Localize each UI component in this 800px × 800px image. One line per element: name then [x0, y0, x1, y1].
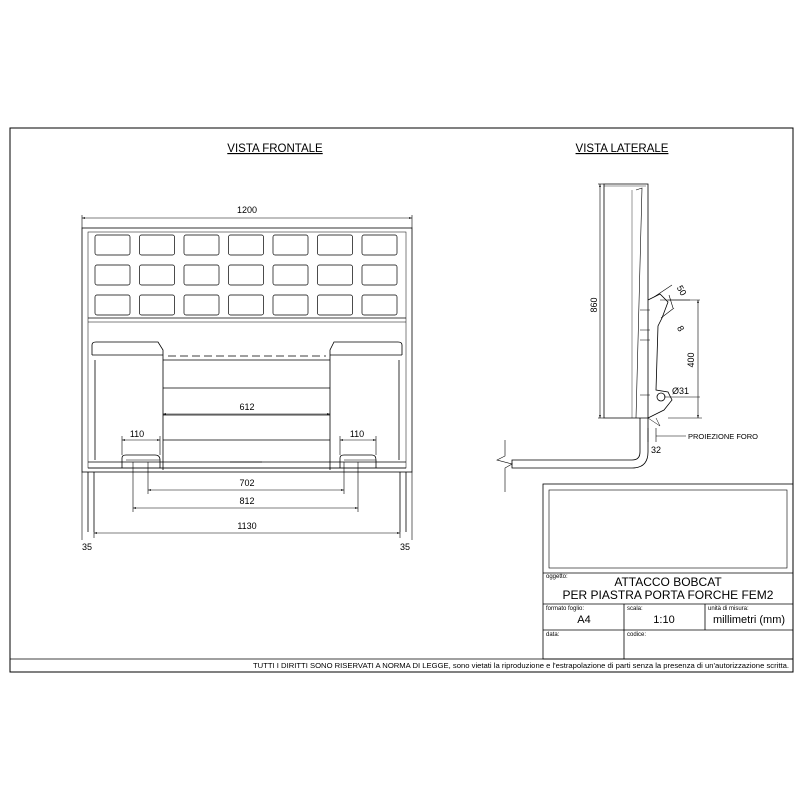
dim-702: 702	[239, 478, 255, 488]
scale-label: scala:	[627, 606, 643, 612]
side-hole	[657, 393, 665, 401]
grid-cutout	[229, 295, 264, 315]
grid-cutout	[318, 265, 353, 285]
projection-note: PROIEZIONE FORO	[688, 432, 759, 441]
scale-value: 1:10	[653, 614, 675, 626]
grid-cutout	[140, 295, 175, 315]
front-left-pocket	[122, 455, 160, 468]
dim-hole: Ø31	[672, 386, 690, 396]
grid-cutout	[140, 265, 175, 285]
side-view-title: VISTA LATERALE	[575, 143, 669, 155]
subject-line1: ATTACCO BOBCAT	[614, 575, 722, 589]
front-right-hook	[330, 342, 402, 470]
unit-value: millimetri (mm)	[712, 614, 786, 626]
grid-cutout	[184, 265, 219, 285]
subject-line2: PER PIASTRA PORTA FORCHE FEM2	[562, 588, 774, 602]
unit-label: unità di misura:	[708, 606, 749, 612]
format-label: formato foglio:	[546, 606, 585, 612]
title-block	[543, 484, 793, 659]
grid-cutout	[273, 295, 308, 315]
grid-cutout	[95, 265, 130, 285]
grid-cutout	[362, 235, 397, 255]
grid-cutout	[318, 235, 353, 255]
dim-35-left: 35	[81, 542, 93, 552]
grid-cutout	[229, 235, 264, 255]
side-fork-tine	[512, 418, 648, 468]
front-view-title: VISTA FRONTALE	[227, 143, 323, 155]
front-grid-cutouts	[95, 235, 397, 315]
grid-cutout	[95, 295, 130, 315]
front-left-hook	[92, 342, 163, 470]
rights-footer: TUTTI I DIRITTI SONO RISERVATI A NORMA DI LEGGE, sono vietati la riproduzione e l'estrapolazione di parti senza la presenza di un'autorizzazione scritta.	[253, 661, 789, 670]
grid-cutout	[273, 235, 308, 255]
side-break-line	[497, 440, 512, 492]
grid-cutout	[362, 295, 397, 315]
dim-32: 32	[651, 445, 662, 455]
code-label: codice:	[627, 632, 647, 638]
grid-cutout	[273, 265, 308, 285]
dim-50: 50	[674, 283, 689, 298]
format-value: A4	[577, 614, 591, 626]
front-dimensions	[82, 215, 412, 540]
dim-110-left: 110	[129, 429, 145, 439]
dim-400: 400	[686, 352, 696, 368]
dim-8: 8	[675, 323, 687, 334]
date-label: data:	[546, 632, 560, 638]
side-dimensions	[598, 184, 702, 442]
dim-110-right: 110	[349, 429, 365, 439]
subject-label: oggetto:	[546, 574, 568, 580]
grid-cutout	[184, 295, 219, 315]
dim-860: 860	[589, 297, 599, 313]
dim-1130: 1130	[237, 521, 257, 531]
dim-1200: 1200	[236, 205, 258, 215]
grid-cutout	[318, 295, 353, 315]
dim-812: 812	[239, 496, 255, 506]
side-view	[497, 184, 672, 492]
grid-cutout	[229, 265, 264, 285]
grid-cutout	[184, 235, 219, 255]
grid-cutout	[140, 235, 175, 255]
title-block-image-area	[549, 490, 787, 568]
grid-cutout	[362, 265, 397, 285]
dim-35-right: 35	[399, 542, 411, 552]
dim-612: 612	[239, 402, 255, 412]
grid-cutout	[95, 235, 130, 255]
